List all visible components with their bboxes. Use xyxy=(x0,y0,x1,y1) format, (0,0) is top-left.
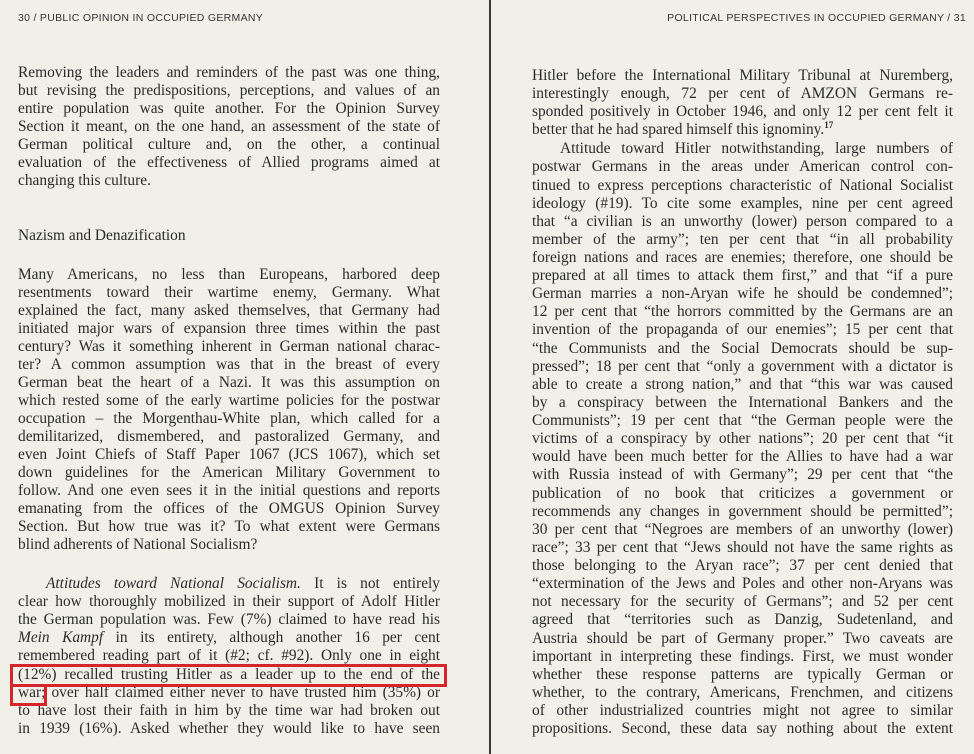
text-line: entire population was quite another. For the Opinion Survey xyxy=(18,100,440,117)
text-line: important in interpreting these findings. First, we must wonder xyxy=(532,648,953,665)
text-line xyxy=(532,121,953,139)
text-line: would have been much better for the Allies to have had a war xyxy=(532,448,953,465)
text-line: resentments toward their wartime enemy, Germany. What xyxy=(18,284,440,301)
text-line: pressed”; 18 per cent that “only a government with a dictator is xyxy=(532,358,953,375)
book-title: Mein Kampf xyxy=(18,629,104,646)
text-line: the German population was. Few (7%) claimed to have read his xyxy=(18,611,440,628)
text-line: clear how thoroughly mobilized in their support of Adolf Hitler xyxy=(18,593,440,610)
text-line: initiated major wars of expansion three times within the past xyxy=(18,320,440,337)
text-line: “the Communists and the Social Democrats should be sup- xyxy=(532,340,953,357)
text-line: even Joint Chiefs of Staff Paper 1067 (JCS 1067), which set xyxy=(18,446,440,463)
text-line: blind adherents of National Socialism? xyxy=(18,536,258,553)
text-line: German marries a non-Aryan wife he should be condemned”; xyxy=(532,285,953,302)
text-line: evaluation of the effectiveness of Allied programs aimed at xyxy=(18,154,440,171)
text-line: follow. And one even sees it in the initial questions and reports xyxy=(18,482,440,499)
text-line: with Russia instead of with Germany”; 29 per cent that “the xyxy=(532,466,953,483)
text-line: Communists”; 19 per cent that “the German people were the xyxy=(532,412,953,429)
text-line: postwar Germans in the areas under American control con- xyxy=(532,158,953,175)
text-line: in 1939 (16%). Asked whether they would like to have seen xyxy=(18,720,440,737)
section-heading: Nazism and Denazification xyxy=(18,227,186,244)
text-line: Many Americans, no less than Europeans, harbored deep xyxy=(18,266,440,283)
text-run: in its entirety, although another 16 per cent xyxy=(103,629,440,646)
text-line: those belonging to the Aryan race”; 37 per cent denied that xyxy=(532,557,953,574)
text-line: war; over half claimed either never to have trusted him (35%) or xyxy=(18,684,440,701)
text-line: member of the army”; ten per cent that “in all probability xyxy=(532,231,953,248)
text-line: victims of a conspiracy by other nations”; 20 per cent that “it xyxy=(532,430,953,447)
text-line: by a conspiracy between the International Bankers and the xyxy=(532,394,953,411)
text-line: race”; 33 per cent that “Jews should not have the same rights as xyxy=(532,539,953,556)
text-line: Removing the leaders and reminders of the past was one thing, xyxy=(18,64,440,81)
text-line: propositions. Second, these data say nothing about the extent xyxy=(532,720,953,737)
text-line: able to create a strong nation,” and that “this war was caused xyxy=(532,376,953,393)
footnote-marker: 17 xyxy=(824,120,834,130)
text-line: sponded positively in October 1946, and only 12 per cent felt it xyxy=(532,103,953,120)
text-line: prepared at all times to attack them first,” and that “if a pure xyxy=(532,267,953,284)
text-line: interestingly enough, 72 per cent of AMZON Germans re- xyxy=(532,85,953,102)
text-line: 30 per cent that “Negroes are members of an unworthy (lower) xyxy=(532,521,953,538)
text-line xyxy=(18,575,440,593)
text-line: publication of no book that criticizes a government or xyxy=(532,485,953,502)
text-line: invention of the propaganda of our enemies”; 15 per cent that xyxy=(532,321,953,338)
text-line: down guidelines for the American Military Government to xyxy=(18,464,440,481)
text-line: ter? A common assumption was that in the breast of every xyxy=(18,356,440,373)
text-line: which rested some of the early wartime policies for the postwar xyxy=(18,392,440,409)
text-line: Attitude toward Hitler notwithstanding, large numbers of xyxy=(560,140,953,157)
text-line: tinued to express perceptions characteristic of National Socialist xyxy=(532,177,953,194)
text-line: to have lost their faith in him by the time war had broken out xyxy=(18,702,440,719)
run-in-heading: Attitudes toward National Socialism. xyxy=(46,575,301,592)
text-line: not necessary for the security of Germans”; and 52 per cent xyxy=(532,593,953,610)
text-line: ideology (#19). To cite some examples, nine per cent agreed xyxy=(532,195,953,212)
text-line: German political culture and, on the other, a continual xyxy=(18,136,440,153)
left-running-header: 30 / PUBLIC OPINION IN OCCUPIED GERMANY xyxy=(18,12,264,24)
text-line: century? Was it something inherent in German national charac- xyxy=(18,338,440,355)
text-line: that “a civilian is an unworthy (lower) person compared to a xyxy=(532,213,953,230)
text-line: foreign nations and races are enemies; therefore, one should be xyxy=(532,249,953,266)
text-line: “extermination of the Jews and Poles and other non-Aryans was xyxy=(532,575,953,592)
text-run: It is not entirely xyxy=(300,575,440,592)
text-line: German beat the heart of a Nazi. It was this assumption on xyxy=(18,374,440,391)
text-line: explained the fact, many asked themselves, that Germany had xyxy=(18,302,440,319)
text-line: whether these response patterns are typically German or xyxy=(532,666,953,683)
text-line: (12%) recalled trusting Hitler as a leader up to the end of the xyxy=(18,666,440,683)
text-line: Hitler before the International Military Tribunal at Nuremberg, xyxy=(532,67,953,84)
text-line: changing this culture. xyxy=(18,172,151,189)
text-line: Austria should be part of Germany proper.” Two caveats are xyxy=(532,630,953,647)
text-line: Section it meant, on the one hand, an assessment of the state of xyxy=(18,118,440,135)
text-line xyxy=(18,629,440,647)
text-line: 12 per cent that “the horrors committed by the Germans are an xyxy=(532,303,953,320)
right-running-header: POLITICAL PERSPECTIVES IN OCCUPIED GERMANY / 31 xyxy=(667,12,966,24)
right-page xyxy=(491,0,974,754)
text-line: emanating from the offices of the OMGUS Opinion Survey xyxy=(18,500,440,517)
text-line: occupation – the Morgenthau-White plan, which called for a xyxy=(18,410,440,427)
text-run: better that he had spared himself this ignominy. xyxy=(532,121,825,138)
text-line: agreed that “territories such as Danzig, Sudetenland, and xyxy=(532,611,953,628)
text-line: demilitarized, dismembered, and pastoralized Germany, and xyxy=(18,428,440,445)
text-line: recommends any changes in government should be permitted”; xyxy=(532,503,953,520)
text-line: of other industrialized countries might not agree to similar xyxy=(532,702,953,719)
text-line: remembered reading part of it (#2; cf. #92). Only one in eight xyxy=(18,647,440,664)
text-line: but revising the predispositions, perceptions, and values of an xyxy=(18,82,440,99)
text-line: whether, to the contrary, Americans, Frenchmen, and citizens xyxy=(532,684,953,701)
text-line: Section. But how true was it? To what extent were Germans xyxy=(18,518,440,535)
